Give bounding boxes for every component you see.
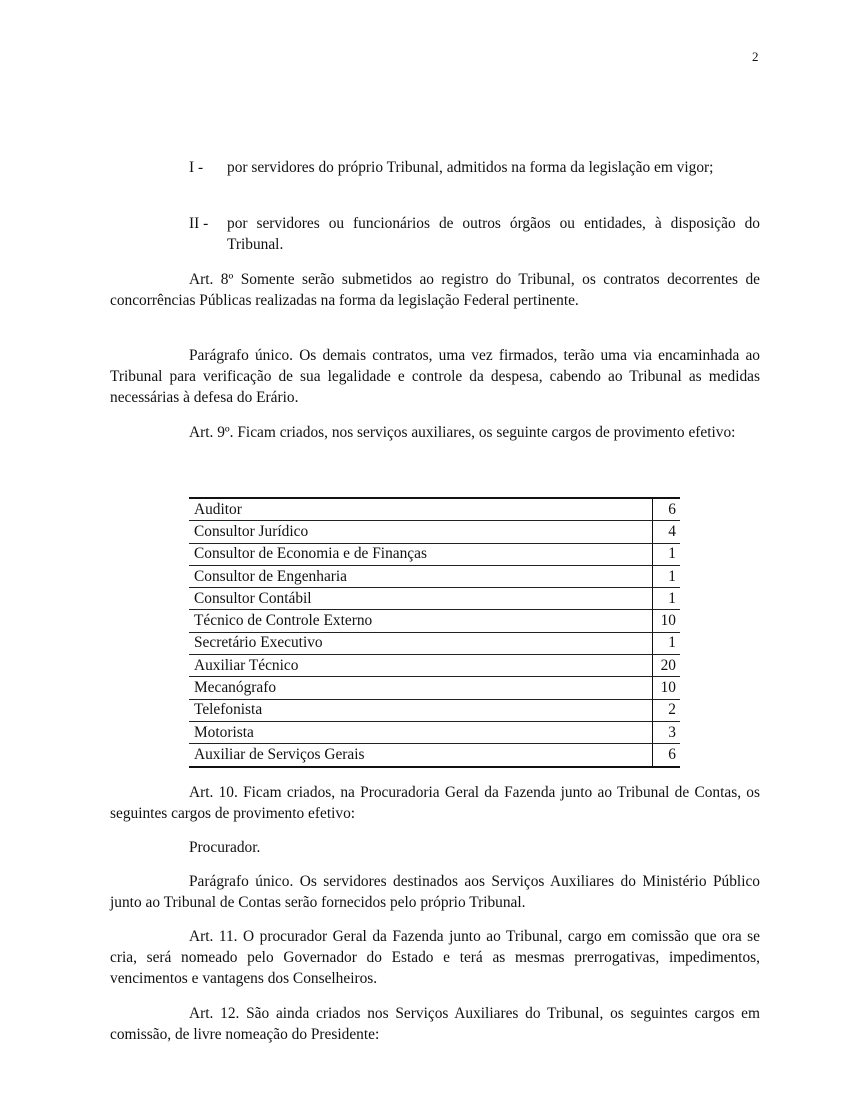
table-row [189,632,680,654]
cargo-name: Telefonista [189,699,653,721]
cargo-quantity: 1 [653,543,681,565]
table-row [189,699,680,721]
paragraph-art12: Art. 12. São ainda criados nos Serviços Auxiliares do Tribunal, os seguintes cargos em comissão, de livre nomeação do Presidente: [110,1005,760,1043]
cargo-quantity: 4 [653,521,681,543]
cargo-name: Auxiliar Técnico [189,655,653,677]
cargo-quantity: 1 [653,565,681,587]
list-item-i [189,157,760,178]
paragraph-art8: Art. 8º Somente serão submetidos ao registro do Tribunal, os contratos decorrentes de concorrências Públicas realizadas na forma da legislação Federal pertinente. [110,271,760,309]
paragraph-art11: Art. 11. O procurador Geral da Fazenda junto ao Tribunal, cargo em comissão que ora se cria, será nomeado pelo Governador do Estado e terá as mesmas prerrogativas, impedimentos, vencimentos e vantagens dos Conselheiros. [110,928,760,987]
cargo-quantity: 10 [653,677,681,699]
cargo-quantity: 2 [653,699,681,721]
table-row [189,655,680,677]
cargo-name: Consultor Jurídico [189,521,653,543]
page-number: 2 [752,49,759,64]
table-row [189,610,680,632]
table-row [189,588,680,610]
cargo-quantity: 1 [653,588,681,610]
paragraph-art10: Art. 10. Ficam criados, na Procuradoria Geral da Fazenda junto ao Tribunal de Contas, os seguintes cargos de provimento efetivo: [110,784,760,822]
cargo-quantity: 20 [653,655,681,677]
cargos-table [189,497,680,768]
item-text: por servidores ou funcionários de outros órgãos ou entidades, à disposição do Tribunal. [227,215,760,253]
cargo-quantity: 6 [653,498,681,521]
cargo-name: Auxiliar de Serviços Gerais [194,745,365,763]
table-row [189,744,680,767]
cargo-quantity: 1 [653,632,681,654]
cargo-name: Consultor Contábil [189,588,653,610]
item-number: II - [189,215,209,232]
paragraph-art9: Art. 9º. Ficam criados, nos serviços auxiliares, os seguinte cargos de provimento efetivo: [189,424,736,441]
item-text: por servidores do próprio Tribunal, admitidos na forma da legislação em vigor; [227,159,714,176]
table-row [189,677,680,699]
list-item-ii [189,213,760,255]
cargo-name: Mecanógrafo [189,677,653,699]
cargo-quantity: 6 [653,744,681,767]
paragraph-art10-unico: Parágrafo único. Os servidores destinados aos Serviços Auxiliares do Ministério Público junto ao Tribunal de Contas serão fornecidos pelo próprio Tribunal. [110,873,760,911]
table-row [189,543,680,565]
cargo-name: Técnico de Controle Externo [189,610,653,632]
cargo-name: Consultor de Economia e de Finanças [189,543,653,565]
cargo-name: Auditor [189,498,653,521]
paragraph-art8-unico: Parágrafo único. Os demais contratos, uma vez firmados, terão uma via encaminhada ao Tribunal para verificação de sua legalidade e controle da despesa, cabendo ao Tribunal as medidas necessárias à defesa do Erário. [110,347,760,406]
table-row [189,721,680,743]
paragraph-procurador: Procurador. [189,839,261,856]
cargo-name: Consultor de Engenharia [189,565,653,587]
table-row [189,498,680,521]
table-row [189,565,680,587]
cargo-name: Motorista [189,721,653,743]
item-number: I - [189,159,204,176]
cargo-quantity: 10 [653,610,681,632]
cargo-name: Secretário Executivo [189,632,653,654]
table-row [189,521,680,543]
cargo-quantity: 3 [653,721,681,743]
